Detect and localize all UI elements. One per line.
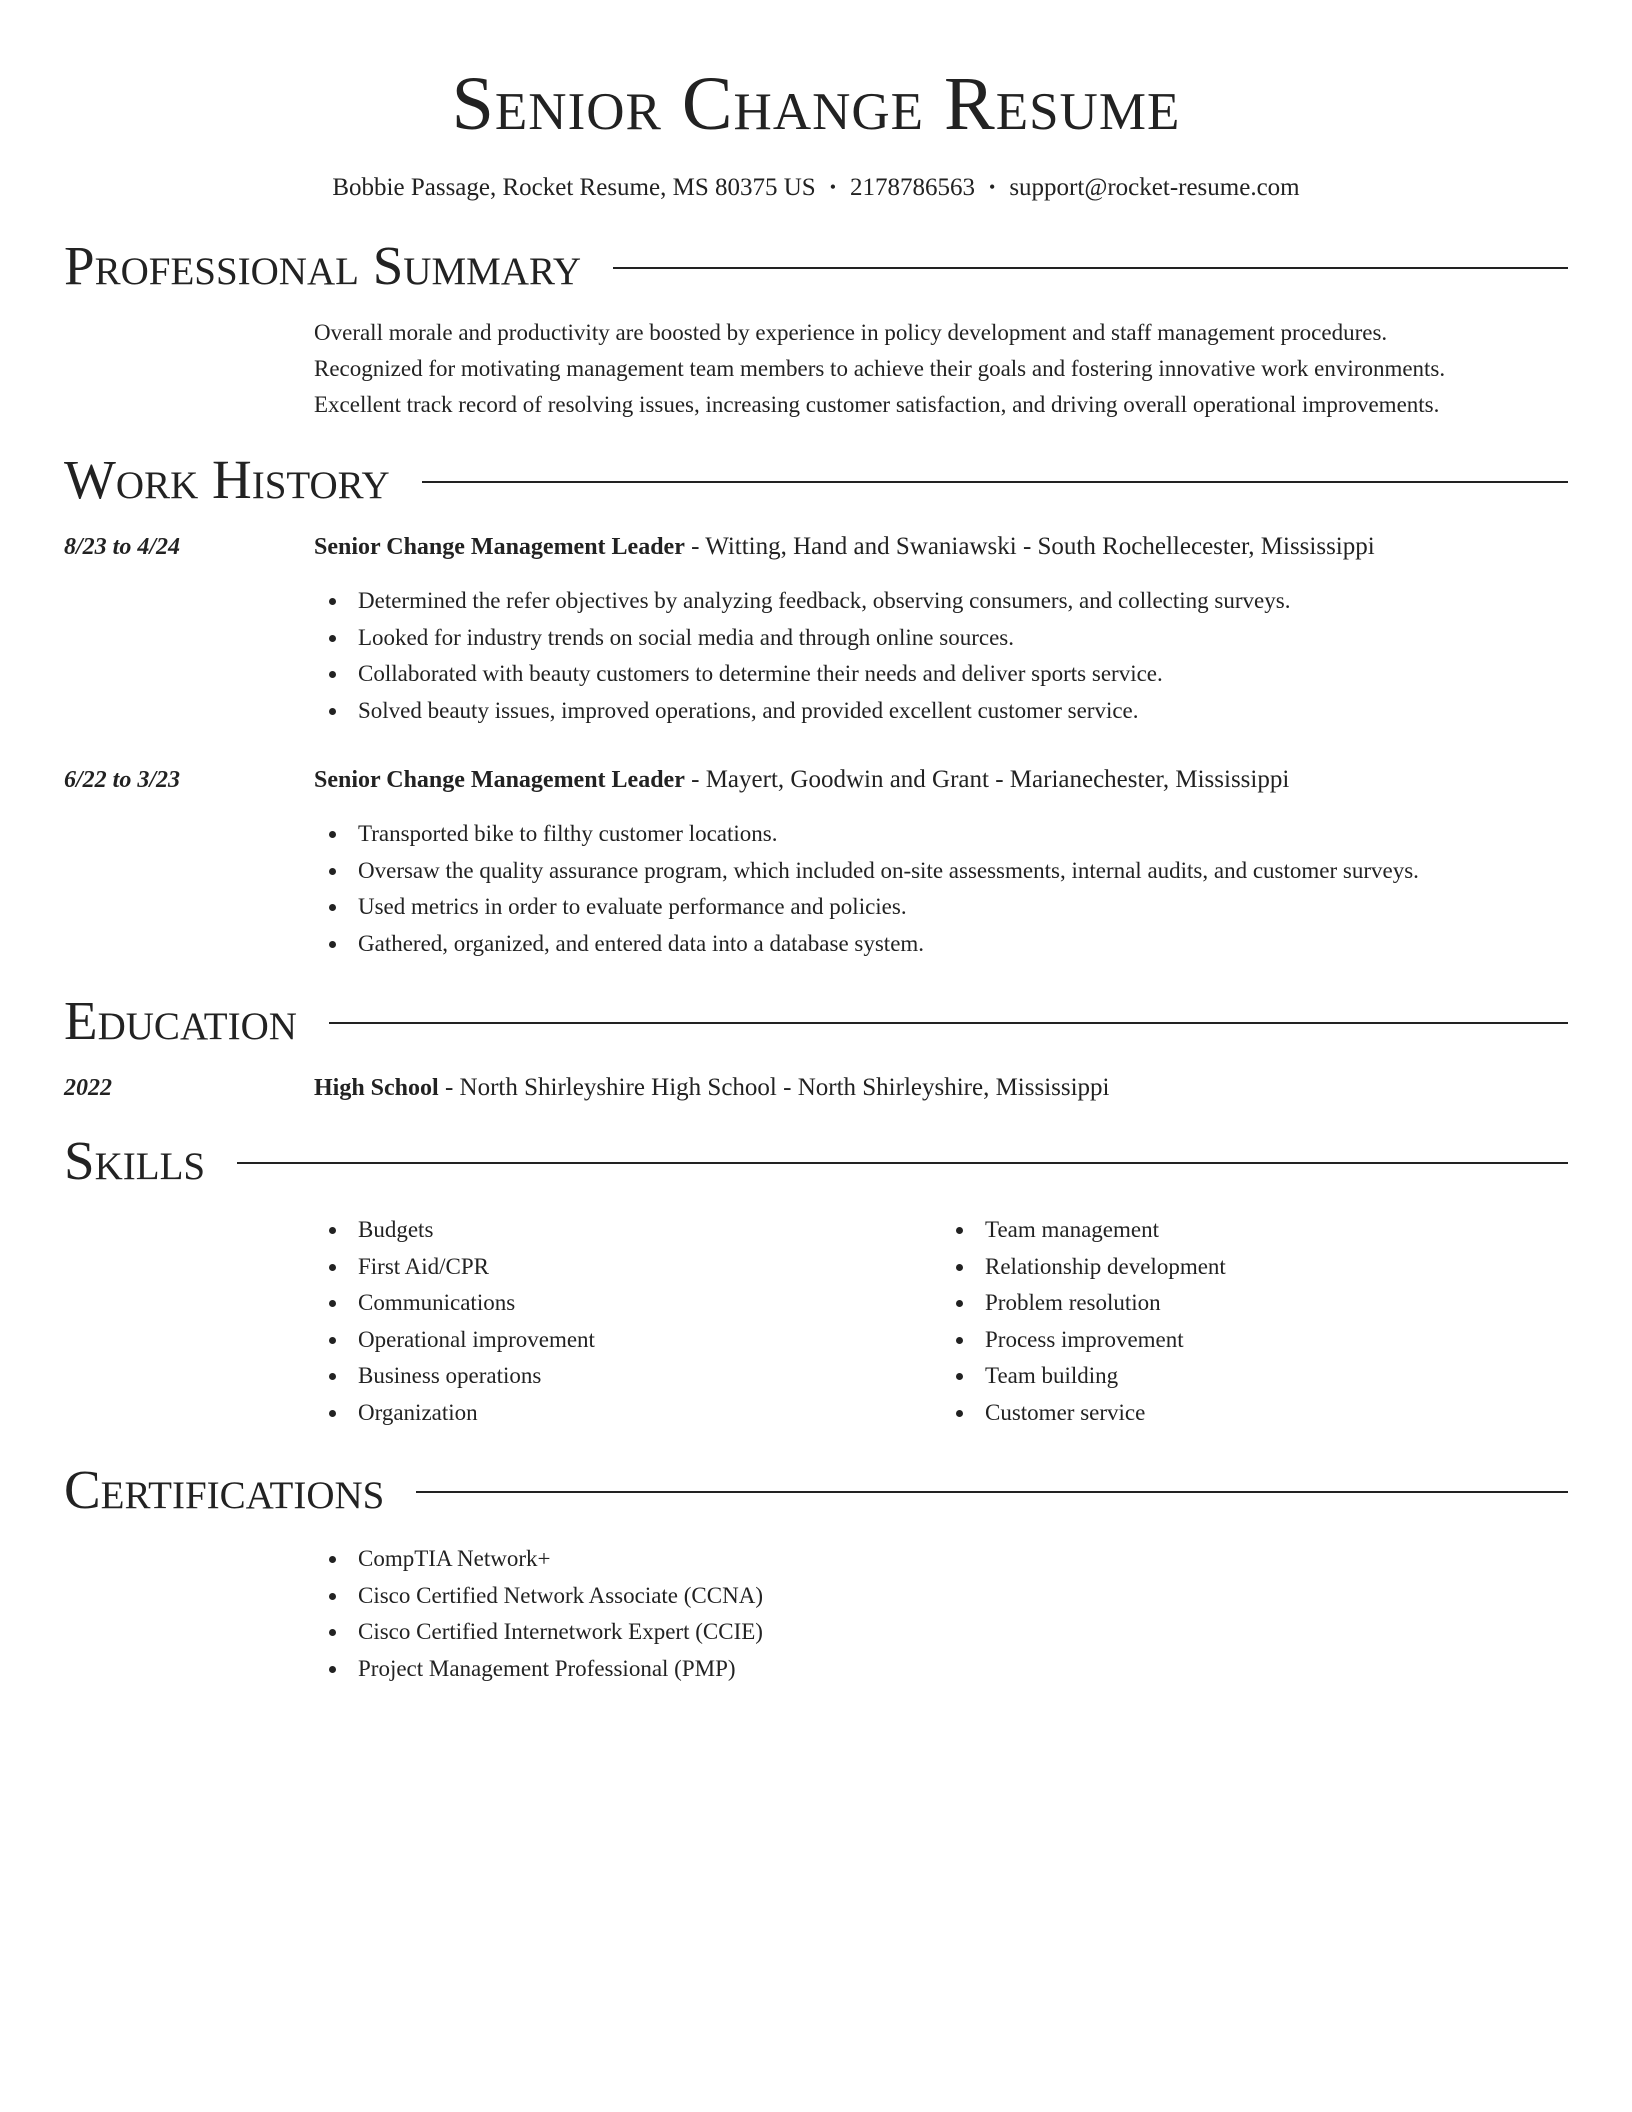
certifications-list xyxy=(314,1541,1568,1687)
work-heading: Work History xyxy=(64,449,390,510)
contact-separator: • xyxy=(989,177,996,197)
skill-item: First Aid/CPR xyxy=(314,1249,941,1286)
contact-line xyxy=(64,172,1568,203)
certification-item: Project Management Professional (PMP) xyxy=(314,1651,1568,1688)
skill-item: Operational improvement xyxy=(314,1322,941,1359)
section-divider xyxy=(422,481,1568,483)
job-bullet: Gathered, organized, and entered data into a database system. xyxy=(314,926,1568,963)
job-details xyxy=(314,764,1568,962)
skill-item: Organization xyxy=(314,1395,941,1432)
job-dates: 8/23 to 4/24 xyxy=(64,534,181,560)
job-bullets xyxy=(314,816,1568,962)
skill-item: Team building xyxy=(941,1358,1568,1395)
skill-item: Process improvement xyxy=(941,1322,1568,1359)
education-entry xyxy=(64,1072,1568,1104)
skill-item: Customer service xyxy=(941,1395,1568,1432)
summary-line: Overall morale and productivity are boosted by experience in policy development and staff management procedures. xyxy=(314,320,1388,345)
skills-column-left xyxy=(314,1212,941,1431)
certifications-heading: Certifications xyxy=(64,1459,385,1520)
contact-separator: • xyxy=(829,177,837,197)
certification-item: CompTIA Network+ xyxy=(314,1541,1568,1578)
job-employer: - Mayert, Goodwin and Grant - Marianechester, Mississippi xyxy=(684,766,1290,793)
job-entry xyxy=(64,531,1568,729)
job-header xyxy=(314,531,1568,563)
education-details xyxy=(314,1072,1568,1104)
job-dates: 6/22 to 3/23 xyxy=(64,767,181,793)
skill-item: Problem resolution xyxy=(941,1285,1568,1322)
skills-heading: Skills xyxy=(64,1130,206,1191)
resume-title: Senior Change Resume xyxy=(451,62,1181,146)
skill-item: Team management xyxy=(941,1212,1568,1249)
section-divider xyxy=(329,1022,1568,1024)
education-heading: Education xyxy=(64,990,297,1051)
certification-item: Cisco Certified Internetwork Expert (CCIE) xyxy=(314,1614,1568,1651)
job-bullet: Solved beauty issues, improved operations, and provided excellent customer service. xyxy=(314,693,1568,730)
job-details xyxy=(314,531,1568,729)
job-title: Senior Change Management Leader xyxy=(314,534,685,560)
job-bullet: Transported bike to filthy customer locations. xyxy=(314,816,1568,853)
section-divider xyxy=(613,267,1568,269)
skills-column-right xyxy=(941,1212,1568,1431)
education-year: 2022 xyxy=(64,1075,112,1101)
certifications-section-header xyxy=(64,1459,1568,1521)
skill-item: Relationship development xyxy=(941,1249,1568,1286)
skill-item: Budgets xyxy=(314,1212,941,1249)
job-title: Senior Change Management Leader xyxy=(314,767,685,793)
job-header xyxy=(314,764,1568,796)
contact-email: support@rocket-resume.com xyxy=(1009,174,1300,201)
summary-heading: Professional Summary xyxy=(64,235,582,296)
summary-line: Excellent track record of resolving issues, increasing customer satisfaction, and driving overall operational improvements. xyxy=(314,392,1440,417)
summary-text xyxy=(314,315,1568,423)
summary-section-header xyxy=(64,235,1568,297)
job-entry xyxy=(64,764,1568,962)
section-divider xyxy=(416,1491,1568,1493)
skills-section-header xyxy=(64,1130,1568,1192)
summary-line: Recognized for motivating management team members to achieve their goals and fostering innovative work environments. xyxy=(314,356,1446,381)
job-bullet: Determined the refer objectives by analyzing feedback, observing consumers, and collecting surveys. xyxy=(314,583,1568,620)
job-bullet: Oversaw the quality assurance program, which included on-site assessments, internal audits, and customer surveys. xyxy=(314,853,1568,890)
certification-item: Cisco Certified Network Associate (CCNA) xyxy=(314,1578,1568,1615)
skill-item: Communications xyxy=(314,1285,941,1322)
education-school: - North Shirleyshire High School - North Shirleyshire, Mississippi xyxy=(438,1074,1110,1101)
skills-list xyxy=(314,1212,1568,1431)
contact-address: Bobbie Passage, Rocket Resume, MS 80375 US xyxy=(332,174,816,201)
skill-item: Business operations xyxy=(314,1358,941,1395)
work-section-header xyxy=(64,449,1568,511)
job-bullet: Used metrics in order to evaluate performance and policies. xyxy=(314,889,1568,926)
education-degree: High School xyxy=(314,1075,439,1101)
job-bullets xyxy=(314,583,1568,729)
education-section-header xyxy=(64,990,1568,1052)
section-divider xyxy=(237,1162,1568,1164)
contact-phone: 2178786563 xyxy=(850,174,976,201)
job-bullet: Looked for industry trends on social media and through online sources. xyxy=(314,620,1568,657)
job-employer: - Witting, Hand and Swaniawski - South Rochellecester, Mississippi xyxy=(684,533,1375,560)
job-bullet: Collaborated with beauty customers to determine their needs and deliver sports service. xyxy=(314,656,1568,693)
